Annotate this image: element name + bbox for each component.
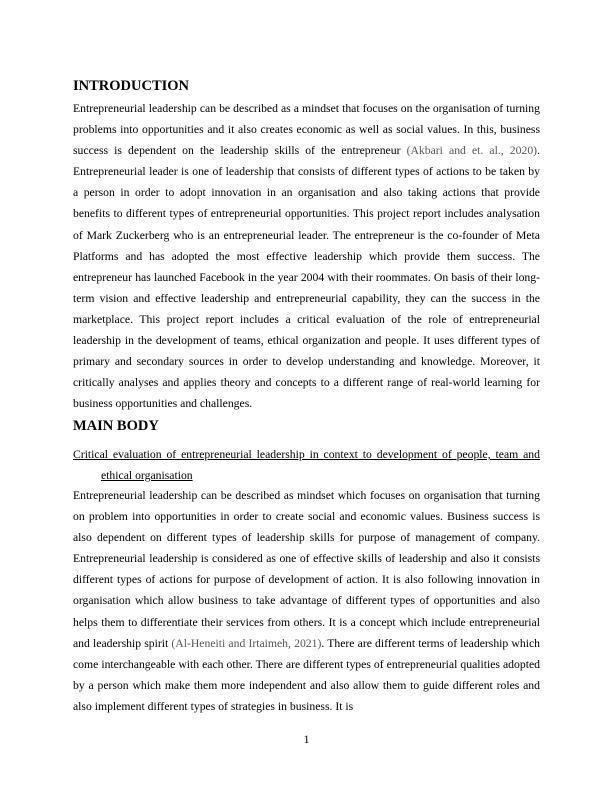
- main-body-paragraph: [73, 485, 540, 717]
- introduction-heading: INTRODUCTION: [73, 78, 190, 94]
- introduction-citation: (Akbari and et. al., 2020): [406, 144, 538, 158]
- introduction-paragraph: [73, 98, 540, 414]
- main-body-citation: (Al-Heneiti and Irtaimeh, 2021): [171, 636, 322, 650]
- introduction-text-part-1: Entrepreneurial leadership can be described as a mindset that focuses on the organisation of turning problems into opportunities and it also creates economic as well as social values. In this, business success is dependent on the leadership skills of the entrepreneur: [73, 102, 540, 158]
- main-body-heading: MAIN BODY: [73, 418, 159, 434]
- introduction-text-part-2: . Entrepreneurial leader is one of leadership that consists of different types of actions to be taken by a person in order to adopt innovation in an organisation and also taking actions that provide benefits to different types of entrepreneurial opportunities. This project report includes analysation of Mark Zuckerberg who is an entrepreneurial leader. The entrepreneur is the co-founder of Meta Platforms and has adopted the most effective leadership which provide them success. The entrepreneur has launched Facebook in the year 2004 with their roommates. On basis of their long-term vision and effective leadership and entrepreneurial capability, they can the success in the marketplace. This project report includes a critical evaluation of the role of entrepreneurial leadership in the development of teams, ethical organization and people. It uses different types of primary and secondary sources in order to develop understanding and knowledge. Moreover, it critically analyses and applies theory and concepts to a different range of real-world learning for business opportunities and challenges.: [73, 144, 540, 411]
- main-body-text-part-2: . There are different terms of leadership which come interchangeable with each other. There are different types of entrepreneurial qualities adopted by a person which make them more independent and also allow them to guide different roles and also implement different types of strategies in business. It is: [73, 636, 540, 713]
- page-number: 1: [303, 733, 310, 746]
- main-body-text-part-1: Entrepreneurial leadership can be described as mindset which focuses on organisation that turning on problem into opportunities in order to create social and economic values. Business success is also dependent on different types of leadership skills for purpose of management of company. Entrepreneurial leadership is considered as one of effective skills of leadership and also it consists different types of actions for purpose of development of action. It is also following innovation in organisation which allow business to take advantage of different types of opportunities and also helps them to differentiate their services from others. It is a concept which include entrepreneurial and leadership spirit: [73, 489, 540, 650]
- main-body-subheading: Critical evaluation of entrepreneurial leadership in context to development of people, team and ethical organisation: [73, 448, 540, 483]
